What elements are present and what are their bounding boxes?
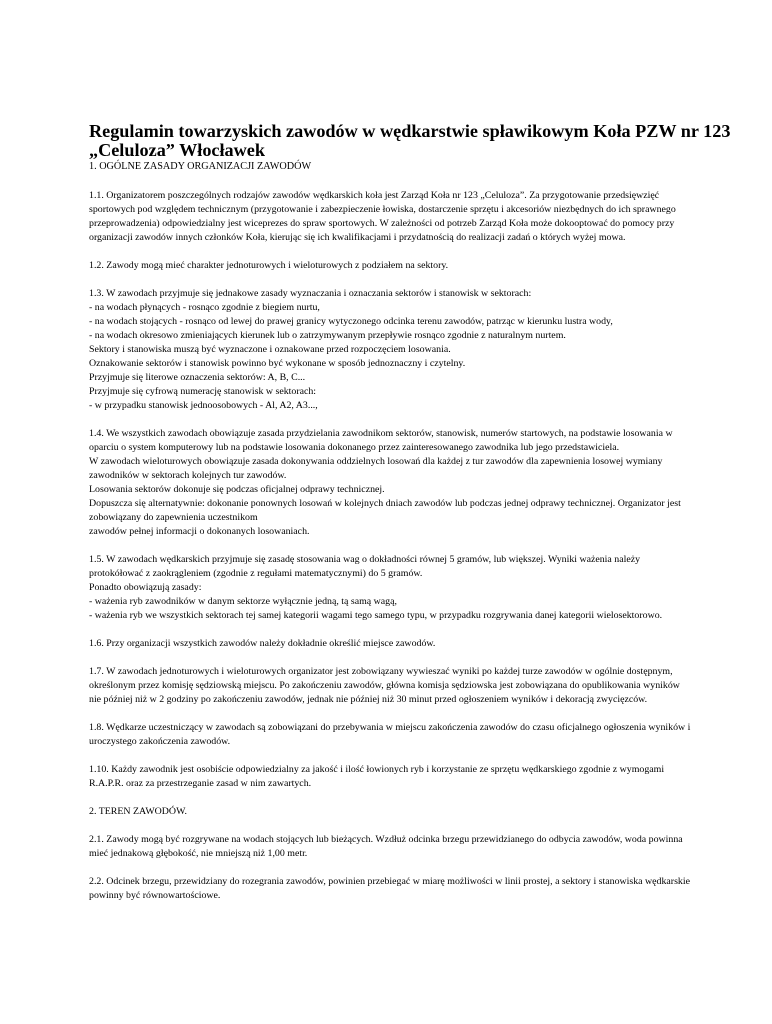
paragraph xyxy=(89,259,689,273)
section-heading: 1. OGÓLNE ZASADY ORGANIZACJI ZAWODÓW xyxy=(89,161,312,172)
paragraph-line: Przyjmuje się cyfrową numerację stanowisk w sektorach: xyxy=(89,386,317,397)
paragraph-line: określonym przez komisję sędziowską miejscu. Po zakończeniu zawodów, główna komisja sędziowska jest zobowiązana do opublikowania wyników xyxy=(89,680,680,691)
paragraph-line: Przyjmuje się literowe oznaczenia sektorów: A, B, C... xyxy=(89,372,306,383)
paragraph-line: 2.1. Zawody mogą być rozgrywane na wodach stojących lub bieżących. Wzdłuż odcinka brzegu przewidzianego do odbycia zawodów, woda powinna xyxy=(89,834,683,845)
paragraph-line: zawodów pełnej informacji o dokonanych losowaniach. xyxy=(89,526,310,537)
paragraph-line: mieć jednakową głębokość, nie mniejszą niż 1,00 metr. xyxy=(89,848,308,859)
paragraph xyxy=(89,833,689,861)
paragraph-line: - ważenia ryb zawodników w danym sektorze wyłącznie jedną, tą samą wagą, xyxy=(89,596,397,607)
paragraph-line: W zawodach wieloturowych obowiązuje zasada dokonywania oddzielnych losowań dla każdej z tur zawodów dla zapewnienia losowej wymiany xyxy=(89,456,663,467)
paragraph xyxy=(89,287,689,413)
paragraph-line: - na wodach płynących - rosnąco zgodnie z biegiem nurtu, xyxy=(89,302,320,313)
paragraph-line: Losowania sektorów dokonuje się podczas oficjalnej odprawy technicznej. xyxy=(89,484,385,495)
paragraph-line: organizacji zawodów innych członków Koła, kierując się ich kwalifikacjami i przydatnością do realizacji zadań o których wyżej mowa. xyxy=(89,232,626,243)
paragraph-line: 1.10. Każdy zawodnik jest osobiście odpowiedzialny za jakość i ilość łowionych ryb i korzystanie ze sprzętu wędkarskiego zgodnie z wymogami xyxy=(89,764,665,775)
paragraph-line: zobowiązany do zapewnienia uczestnikom xyxy=(89,512,258,523)
paragraph xyxy=(89,553,689,623)
paragraph-line: protokółować z zaokrągleniem (zgodnie z regułami matematycznymi) do 5 gramów. xyxy=(89,568,423,579)
document-title xyxy=(89,121,731,160)
paragraph-line: 1.3. W zawodach przyjmuje się jednakowe zasady wyznaczania i oznaczania sektorów i stanowisk w sektorach: xyxy=(89,288,532,299)
paragraph-line: zawodników w sektorach kolejnych tur zawodów. xyxy=(89,470,287,481)
paragraph-line: - na wodach okresowo zmieniających kierunek lub o zatrzymywanym przepływie rosnąco zgodnie z naturalnym nurtem. xyxy=(89,330,566,341)
paragraph-line: 1.1. Organizatorem poszczególnych rodzajów zawodów wędkarskich koła jest Zarząd Koła nr 123 „Celuloza”. Za przygotowanie przedsięwzięć xyxy=(89,190,660,201)
paragraph-line: 1.5. W zawodach wędkarskich przyjmuje się zasadę stosowania wag o dokładności równej 5 gramów, lub większej. Wyniki ważenia należy xyxy=(89,554,641,565)
paragraph-line: 1.4. We wszystkich zawodach obowiązuje zasada przydzielania zawodnikom sektorów, stanowisk, numerów startowych, na podstawie losowania w xyxy=(89,428,673,439)
paragraph-line: Oznakowanie sektorów i stanowisk powinno być wykonane w sposób jednoznaczny i czytelny. xyxy=(89,358,466,369)
paragraph-line: sportowych pod względem technicznym (przygotowanie i zabezpieczenie łowiska, dostarczenie sprzętu i akcesoriów niezbędnych do ich sprawnego xyxy=(89,204,676,215)
title-line: Regulamin towarzyskich zawodów w wędkarstwie spławikowym Koła PZW nr 123 xyxy=(89,121,731,141)
paragraph-line: Ponadto obowiązują zasady: xyxy=(89,582,202,593)
paragraph-line: Dopuszcza się alternatywnie: dokonanie ponownych losowań w kolejnych dniach zawodów lub podczas jednej odprawy technicznej. Organizator jest xyxy=(89,498,681,509)
paragraph-line: 1.6. Przy organizacji wszystkich zawodów należy dokładnie określić miejsce zawodów. xyxy=(89,638,436,649)
paragraph xyxy=(89,721,689,749)
paragraph xyxy=(89,427,689,539)
document-page xyxy=(89,121,731,917)
paragraph xyxy=(89,763,689,791)
paragraph xyxy=(89,637,689,651)
paragraph xyxy=(89,189,689,245)
paragraph-line: nie później niż w 2 godziny po zakończeniu zawodów, jednak nie później niż 30 minut przed ogłoszeniem wyników i dekoracją zwycięzców. xyxy=(89,694,648,705)
paragraph-line: Sektory i stanowiska muszą być wyznaczone i oznakowane przed rozpoczęciem losowania. xyxy=(89,344,451,355)
paragraph-line: R.A.P.R. oraz za przestrzeganie zasad w nim zawartych. xyxy=(89,778,312,789)
paragraph-line: - na wodach stojących - rosnąco od lewej do prawej granicy wytyczonego odcinka terenu zawodów, patrząc w kierunku lustra wody, xyxy=(89,316,613,327)
paragraph-line: uroczystego zakończenia zawodów. xyxy=(89,736,231,747)
paragraph-line: 1.8. Wędkarze uczestniczący w zawodach są zobowiązani do przebywania w miejscu zakończenia zawodów do czasu oficjalnego ogłoszenia wyników i xyxy=(89,722,691,733)
paragraph-line: 1.2. Zawody mogą mieć charakter jednoturowych i wieloturowych z podziałem na sektory. xyxy=(89,260,449,271)
paragraph-line: przeprowadzenia) odpowiedzialny jest wiceprezes do spraw sportowych. W zależności od potrzeb Zarząd Koła może dokooptować do pomocy przy xyxy=(89,218,675,229)
paragraph-line: - ważenia ryb we wszystkich sektorach tej samej kategorii wagami tego samego typu, w przypadku rozgrywania danej kategorii wielosektorowo. xyxy=(89,610,663,621)
paragraph xyxy=(89,805,689,819)
paragraph xyxy=(89,875,689,903)
paragraph-line: powinny być równowartościowe. xyxy=(89,890,221,901)
paragraph-line: 1.7. W zawodach jednoturowych i wieloturowych organizator jest zobowiązany wywieszać wyniki po każdej turze zawodów w ogólnie dostępnym, xyxy=(89,666,673,677)
paragraph xyxy=(89,665,689,707)
paragraph-line: - w przypadku stanowisk jednoosobowych - Al, A2, A3..., xyxy=(89,400,318,411)
document-body xyxy=(89,189,689,903)
paragraph-line: 2. TEREN ZAWODÓW. xyxy=(89,806,187,817)
title-line: „Celuloza” Włocławek xyxy=(89,140,265,160)
paragraph-line: oparciu o system komputerowy lub na podstawie losowania dokonanego przez zainteresowanego zawodnika lub jego przedstawiciela. xyxy=(89,442,620,453)
paragraph-line: 2.2. Odcinek brzegu, przewidziany do rozegrania zawodów, powinien przebiegać w miarę możliwości w linii prostej, a sektory i stanowiska wędkarskie xyxy=(89,876,690,887)
